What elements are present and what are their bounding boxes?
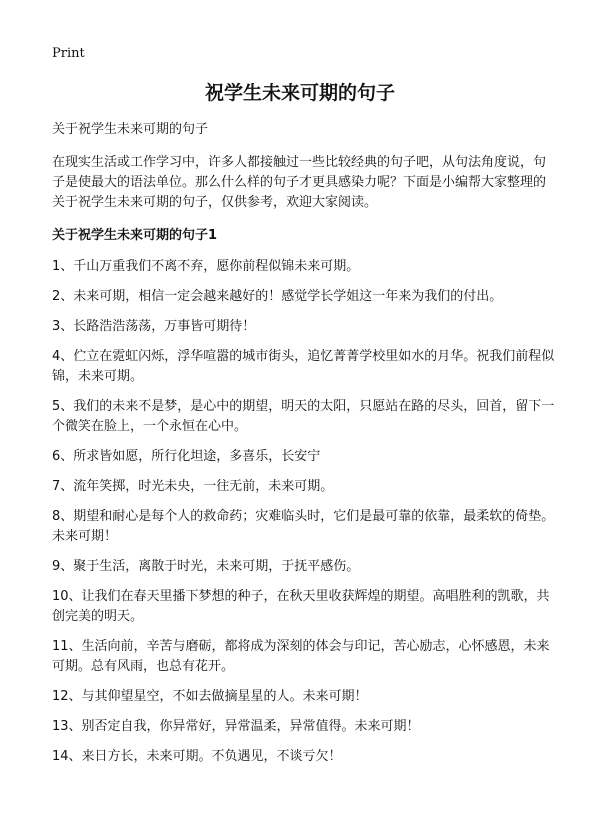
- list-item: 2、未来可期，相信一定会越来越好的！感觉学长学姐这一年来为我们的付出。: [52, 289, 503, 304]
- list-item: 13、别否定自我，你异常好，异常温柔，异常值得。未来可期！: [52, 719, 420, 734]
- list-item: 11、生活向前，辛苦与磨砺，都将成为深刻的体会与印记，苦心励志，心怀感恩，未来可期。总有风雨，也总有花开。: [52, 639, 550, 674]
- list-item: 3、长路浩浩荡荡，万事皆可期待！: [52, 319, 256, 334]
- list-item: 4、伫立在霓虹闪烁，浮华喧嚣的城市街头，追忆菁菁学校里如水的月华。祝我们前程似锦，未来可期。: [52, 349, 555, 384]
- print-link[interactable]: Print: [52, 46, 85, 61]
- list-item: 6、所求皆如愿，所行化坦途，多喜乐，长安宁: [52, 449, 321, 464]
- list-item: 12、与其仰望星空，不如去做摘星星的人。未来可期！: [52, 689, 368, 704]
- intro-paragraph: 在现实生活或工作学习中，许多人都接触过一些比较经典的句子吧，从句法角度说，句子是使最大的语法单位。那么什么样的句子才更具感染力呢？下面是小编帮大家整理的关于祝学生未来可期的句子，仅供参考，欢迎大家阅读。: [52, 155, 547, 210]
- sentence-list: [52, 257, 556, 767]
- document-body: [52, 121, 556, 777]
- list-item: 7、流年笑掷，时光未央，一往无前，未来可期。: [52, 479, 334, 494]
- subtitle: 关于祝学生未来可期的句子: [52, 122, 209, 137]
- page-title: 祝学生未来可期的句子: [204, 82, 395, 104]
- list-item: 5、我们的未来不是梦，是心中的期望，明天的太阳，只愿站在路的尽头，回首，留下一个微笑在脸上，一个永恒在心中。: [52, 399, 555, 434]
- list-item: 1、千山万重我们不离不弃，愿你前程似锦未来可期。: [52, 259, 360, 274]
- list-item: 14、来日方长，未来可期。不负遇见，不谈亏欠！: [52, 749, 342, 764]
- list-item: 9、聚于生活，离散于时光，未来可期，于抚平感伤。: [52, 559, 360, 574]
- list-item: 8、期望和耐心是每个人的救命药；灾难临头时，它们是最可靠的依靠，最柔软的倚垫。未来可期！: [52, 509, 555, 544]
- section-heading: 关于祝学生未来可期的句子1: [52, 228, 218, 243]
- list-item: 10、让我们在春天里播下梦想的种子，在秋天里收获辉煌的期望。高唱胜利的凯歌，共创完美的明天。: [52, 589, 550, 624]
